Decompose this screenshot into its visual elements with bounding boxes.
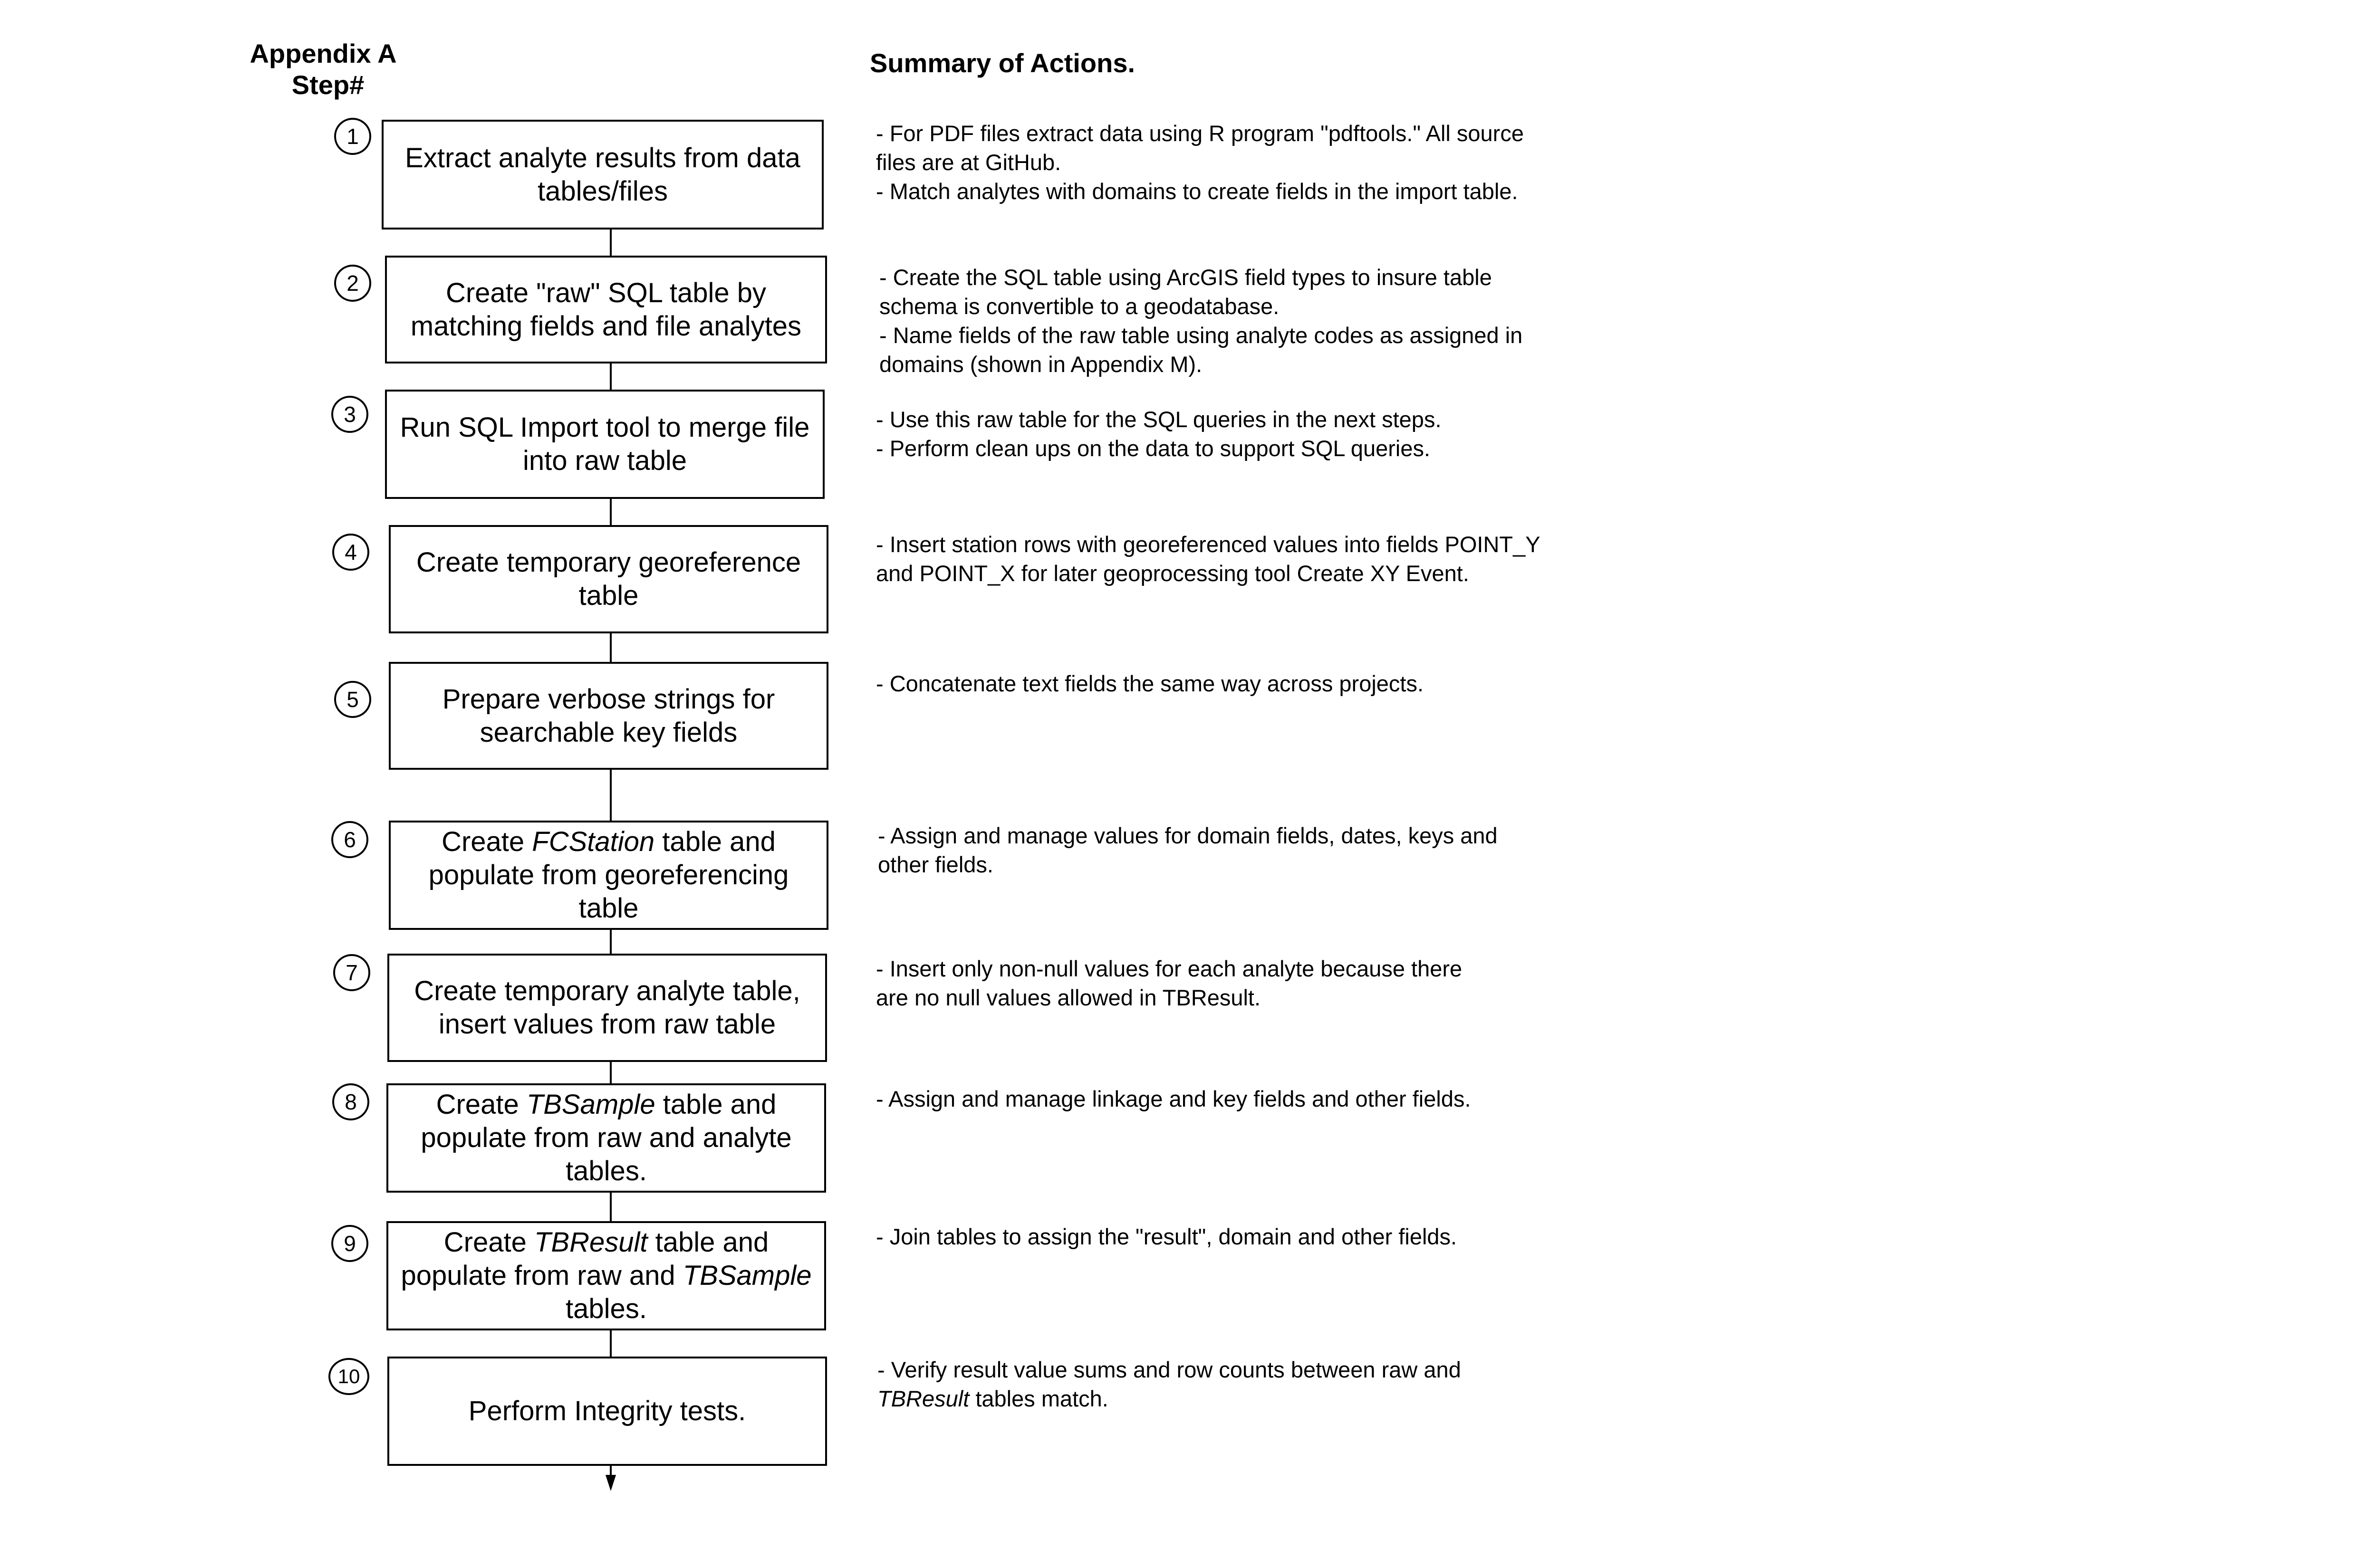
step-number-1: 1 bbox=[334, 118, 371, 155]
step-box-9 bbox=[386, 1221, 826, 1330]
step-number-10: 10 bbox=[328, 1358, 369, 1395]
step-desc-10 bbox=[877, 1355, 1486, 1413]
step-box-9-table-name-2: TBSample bbox=[683, 1260, 812, 1291]
step-box-10 bbox=[387, 1357, 827, 1466]
step-box-5 bbox=[389, 662, 828, 770]
step-desc-2-line-2: - Name fields of the raw table using analyte codes as assigned in domains (shown in Appendix M). bbox=[879, 323, 1523, 377]
step-desc-5-line-1: - Concatenate text fields the same way across projects. bbox=[876, 671, 1424, 696]
step-desc-10-text-a: - Verify result value sums and row counts between raw and bbox=[877, 1357, 1461, 1382]
step-desc-6-line-1: - Assign and manage values for domain fields, dates, keys and other fields. bbox=[878, 823, 1498, 877]
step-desc-9-line-1: - Join tables to assign the "result", domain and other fields. bbox=[876, 1224, 1457, 1249]
step-number-9: 9 bbox=[331, 1225, 368, 1262]
step-number-2: 2 bbox=[334, 265, 371, 302]
step-box-9-text bbox=[396, 1226, 817, 1326]
step-box-8-text-a: Create bbox=[436, 1089, 527, 1120]
summary-title: Summary of Actions. bbox=[870, 48, 1135, 78]
step-desc-1 bbox=[876, 119, 1541, 206]
step-box-2 bbox=[385, 256, 827, 363]
appendix-title: Appendix A bbox=[250, 38, 397, 68]
step-box-6 bbox=[389, 821, 828, 930]
step-box-3-text: Run SQL Import tool to merge file into raw table bbox=[400, 412, 810, 476]
step-box-9-text-a: Create bbox=[443, 1227, 534, 1258]
step-desc-10-line-1 bbox=[877, 1355, 1486, 1413]
step-desc-6 bbox=[878, 821, 1543, 879]
step-number-6: 6 bbox=[331, 821, 368, 858]
step-number-4: 4 bbox=[332, 534, 369, 571]
step-box-8-table-name: TBSample bbox=[526, 1089, 655, 1120]
step-box-8 bbox=[386, 1083, 826, 1193]
step-desc-10-table-name: TBResult bbox=[877, 1386, 970, 1411]
step-desc-3 bbox=[876, 405, 1551, 463]
step-desc-7 bbox=[876, 954, 1484, 1012]
step-box-6-table-name: FCStation bbox=[532, 826, 655, 857]
step-box-9-text-b: table and populate from raw and bbox=[401, 1227, 769, 1291]
step-number-3: 3 bbox=[331, 396, 368, 433]
step-box-9-text-c: tables. bbox=[566, 1293, 647, 1324]
step-box-1 bbox=[382, 120, 824, 229]
step-box-5-text: Prepare verbose strings for searchable key fields bbox=[442, 683, 775, 748]
step-box-9-table-name: TBResult bbox=[534, 1227, 648, 1258]
step-desc-5 bbox=[876, 669, 1551, 698]
step-box-1-text: Extract analyte results from data tables/files bbox=[405, 142, 800, 207]
step-desc-2 bbox=[879, 263, 1554, 379]
step-desc-3-line-2: - Perform clean ups on the data to support SQL queries. bbox=[876, 436, 1431, 461]
step-number-5: 5 bbox=[334, 681, 371, 718]
step-desc-3-line-1: - Use this raw table for the SQL queries in the next steps. bbox=[876, 407, 1442, 432]
step-number-8: 8 bbox=[332, 1083, 369, 1120]
step-desc-10-text-b: tables match. bbox=[969, 1386, 1108, 1411]
step-box-7-text: Create temporary analyte table, insert values from raw table bbox=[414, 975, 800, 1040]
step-box-3 bbox=[385, 390, 825, 499]
step-box-6-text bbox=[398, 825, 819, 925]
step-box-4 bbox=[389, 525, 828, 633]
step-box-4-text: Create temporary georeference table bbox=[416, 547, 801, 611]
step-desc-8 bbox=[876, 1084, 1484, 1113]
step-box-6-text-a: Create bbox=[442, 826, 532, 857]
step-box-6-text-b: table and populate from georeferencing table bbox=[428, 826, 789, 924]
step-desc-1-line-2: - Match analytes with domains to create fields in the import table. bbox=[876, 179, 1518, 204]
step-desc-9 bbox=[876, 1222, 1484, 1251]
step-desc-4-line-1: - Insert station rows with georeferenced values into fields POINT_Y and POINT_X for later geoprocessing tool Create XY Event. bbox=[876, 532, 1540, 586]
step-desc-2-line-1: - Create the SQL table using ArcGIS field types to insure table schema is convertible to a geodatabase. bbox=[879, 265, 1492, 319]
step-box-7 bbox=[387, 954, 827, 1062]
step-box-8-text bbox=[396, 1088, 817, 1188]
step-box-2-text: Create "raw" SQL table by matching fields and file analytes bbox=[410, 277, 802, 342]
step-number-label: Step# bbox=[291, 70, 365, 100]
step-number-7: 7 bbox=[333, 954, 370, 991]
step-desc-1-line-1: - For PDF files extract data using R program "pdftools." All source files are at GitHub. bbox=[876, 121, 1524, 175]
step-desc-8-line-1: - Assign and manage linkage and key fields and other fields. bbox=[876, 1086, 1471, 1111]
step-box-8-text-b: table and populate from raw and analyte tables. bbox=[421, 1089, 792, 1186]
step-desc-7-line-1: - Insert only non-null values for each analyte because there are no null values allowed in TBResult. bbox=[876, 956, 1463, 1010]
step-desc-4 bbox=[876, 530, 1551, 588]
arrowhead bbox=[606, 1475, 616, 1491]
step-box-10-text: Perform Integrity tests. bbox=[468, 1396, 746, 1426]
